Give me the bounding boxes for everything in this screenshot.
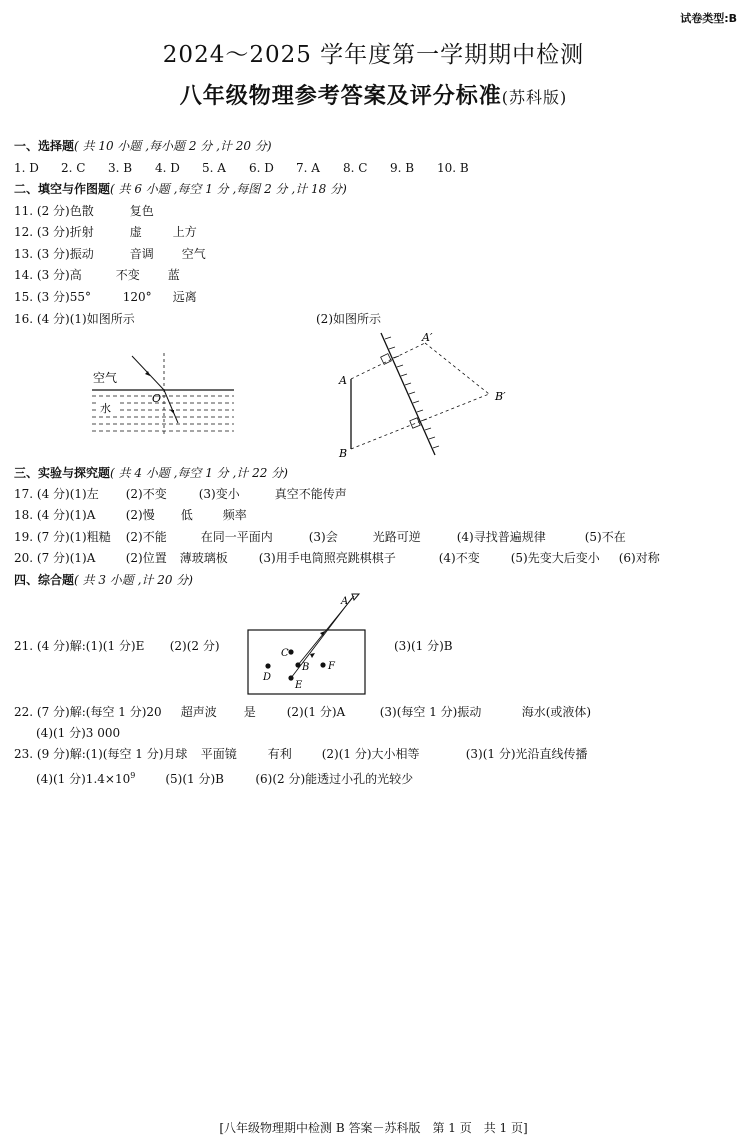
q15-answer: 远离 [172, 290, 197, 304]
q22-answer: 解:(每空 1 分)20 [69, 705, 162, 719]
q18-answer: 频率 [222, 508, 247, 522]
q23-answer: (4)(1 分)1.4×10 [36, 772, 131, 786]
q19-number: 19. (7 分) [14, 530, 70, 544]
q17-answer: (2)不变 [125, 487, 167, 501]
q22-answer: 超声波 [180, 705, 217, 719]
q23-answer: (6)(2 分)能透过小孔的光较少 [255, 772, 414, 786]
q15-answer: 120° [122, 290, 152, 304]
q12-answer: 上方 [172, 225, 197, 239]
point-b-label: B [302, 662, 310, 673]
q18-answer: 低 [180, 508, 193, 522]
q19-answer: (5)不在 [584, 530, 626, 544]
point-d-label: D [263, 672, 272, 683]
q14-answer: 不变 [115, 268, 140, 282]
image-b-label: B′ [495, 390, 506, 403]
q20-answer: (4)不变 [438, 551, 480, 565]
point-f-label: F [328, 661, 335, 672]
q23-answer: 解:(1)(每空 1 分)月球 [69, 747, 188, 761]
q22-answer: (2)(1 分)A [286, 705, 346, 719]
q19-answer: (3)会 [308, 530, 338, 544]
q19-answer: (2)不能 [125, 530, 167, 544]
q17-answer: (3)变小 [198, 487, 240, 501]
mc-answer: 2. C [61, 161, 86, 175]
q16-row [14, 311, 135, 327]
q19-row [14, 529, 626, 545]
q17-answer: (1)左 [69, 487, 99, 501]
point-b-label: B [339, 447, 348, 460]
point-a-label: A [339, 374, 347, 387]
q23-answer: (3)(1 分)光沿直线传播 [465, 747, 588, 761]
q23-answer-line2 [36, 768, 413, 787]
mc-answer: 7. A [296, 161, 320, 175]
edition-label: (苏科版) [501, 88, 568, 107]
q21-answer: 解:(1)(1 分)E [69, 639, 145, 653]
q13-answer: 空气 [181, 247, 206, 261]
mc-answer: 4. D [155, 161, 180, 175]
q12-number: 12. (3 分) [14, 225, 70, 239]
point-o-label: O [152, 392, 162, 405]
q13-answer: 振动 [69, 247, 94, 261]
q23-row [14, 746, 588, 762]
q21-answer-3: (3)(1 分)B [394, 639, 453, 653]
q15-answer: 55° [69, 290, 91, 304]
mc-answer: 6. D [249, 161, 274, 175]
q13-row [14, 246, 206, 262]
q21-number: 21. (4 分) [14, 639, 70, 653]
q20-answer: (6)对称 [618, 551, 660, 565]
q15-row [14, 289, 197, 305]
point-c-label: C [281, 648, 289, 659]
q19-answer: 在同一平面内 [200, 530, 273, 544]
mc-answer: 3. B [108, 161, 133, 175]
section-2-heading [14, 181, 347, 197]
q16-number: 16. (4 分) [14, 312, 70, 326]
mirror-image-figure [335, 327, 515, 462]
q18-number: 18. (4 分) [14, 508, 70, 522]
q11-number: 11. (2 分) [14, 204, 70, 218]
q18-answer: (2)慢 [125, 508, 155, 522]
q14-number: 14. (3 分) [14, 268, 70, 282]
q21-row [14, 638, 220, 654]
q14-row [14, 267, 180, 283]
q14-answer: 高 [69, 268, 82, 282]
page-footer: [八年级物理期中检测 B 答案－苏科版 第 1 页 共 1 页] [219, 1121, 528, 1135]
q17-number: 17. (4 分) [14, 487, 70, 501]
mc-answer: 5. A [202, 161, 226, 175]
q21-figure [244, 589, 370, 697]
q11-row [14, 203, 154, 219]
mc-answer: 10. B [437, 161, 469, 175]
q22-answer: 海水(或液体) [521, 705, 592, 719]
q12-answer: 折射 [69, 225, 94, 239]
section-2-note: ( 共 6 小题 ,每空 1 分 ,每图 2 分 ,计 18 分) [110, 182, 347, 196]
q11-answer: 色散 [69, 204, 94, 218]
section-1-heading [14, 138, 272, 154]
q23-number: 23. (9 分) [14, 747, 70, 761]
q13-number: 13. (3 分) [14, 247, 70, 261]
mc-answer: 8. C [343, 161, 368, 175]
point-a-label: A [341, 596, 349, 607]
section-4-note: ( 共 3 小题 ,计 20 分) [74, 573, 193, 587]
q18-row [14, 507, 247, 523]
air-label: 空气 [93, 371, 118, 385]
q20-answer: (2)位置 [125, 551, 167, 565]
water-label: 水 [100, 402, 111, 415]
q19-answer: 光路可逆 [372, 530, 421, 544]
q22-answer-line2: (4)(1 分)3 000 [36, 726, 121, 740]
q19-answer: (1)粗糙 [69, 530, 111, 544]
q23-answer: 平面镜 [200, 747, 237, 761]
q12-answer: 虚 [129, 225, 142, 239]
q15-number: 15. (3 分) [14, 290, 70, 304]
q20-row [14, 550, 660, 566]
q22-answer: (3)(每空 1 分)振动 [379, 705, 482, 719]
answer-key-heading: 八年级物理参考答案及评分标准 [179, 84, 502, 109]
q16-part2: (2)如图所示 [316, 312, 381, 326]
q23-exponent: 9 [130, 771, 136, 780]
mc-answers [14, 160, 484, 176]
exam-title: 2024～2025 学年度第一学期期中检测 [162, 42, 585, 68]
q23-answer: (2)(1 分)大小相等 [321, 747, 420, 761]
section-2-title: 二、填空与作图题 [14, 182, 111, 196]
mc-answer: 1. D [14, 161, 39, 175]
q20-answer: (1)A [69, 551, 96, 565]
q16-part1: (1)如图所示 [69, 312, 135, 326]
image-a-label: A′ [422, 331, 433, 344]
point-e-label: E [295, 680, 303, 691]
q14-answer: 蓝 [167, 268, 180, 282]
section-3-title: 三、实验与探究题 [14, 466, 111, 480]
q18-answer: (1)A [69, 508, 96, 522]
q22-number: 22. (7 分) [14, 705, 70, 719]
q12-row [14, 224, 197, 240]
section-4-heading [14, 572, 193, 588]
answer-key-title [0, 79, 747, 110]
q17-answer: 真空不能传声 [274, 487, 347, 501]
section-1-note: ( 共 10 小题 ,每小题 2 分 ,计 20 分) [74, 139, 272, 153]
paper-type-label: 试卷类型:B [680, 12, 737, 25]
section-3-note: ( 共 4 小题 ,每空 1 分 ,计 22 分) [110, 466, 288, 480]
section-1-title: 一、选择题 [14, 139, 75, 153]
q20-answer: (3)用手电筒照亮跳棋棋子 [258, 551, 396, 565]
q23-answer: 有利 [267, 747, 292, 761]
section-3-heading [14, 465, 288, 481]
q21-answer: (2)(2 分) [169, 639, 220, 653]
q19-answer: (4)寻找普遍规律 [456, 530, 546, 544]
q22-row [14, 704, 591, 720]
q22-answer: 是 [243, 705, 256, 719]
refraction-figure [88, 345, 238, 440]
mc-answer: 9. B [390, 161, 415, 175]
q20-answer: (5)先变大后变小 [510, 551, 600, 565]
section-4-title: 四、综合题 [14, 573, 75, 587]
q17-row [14, 486, 347, 502]
q11-answer: 复色 [129, 204, 154, 218]
q20-answer: 薄玻璃板 [179, 551, 228, 565]
q23-answer: (5)(1 分)B [165, 772, 224, 786]
q20-number: 20. (7 分) [14, 551, 70, 565]
q13-answer: 音调 [129, 247, 154, 261]
